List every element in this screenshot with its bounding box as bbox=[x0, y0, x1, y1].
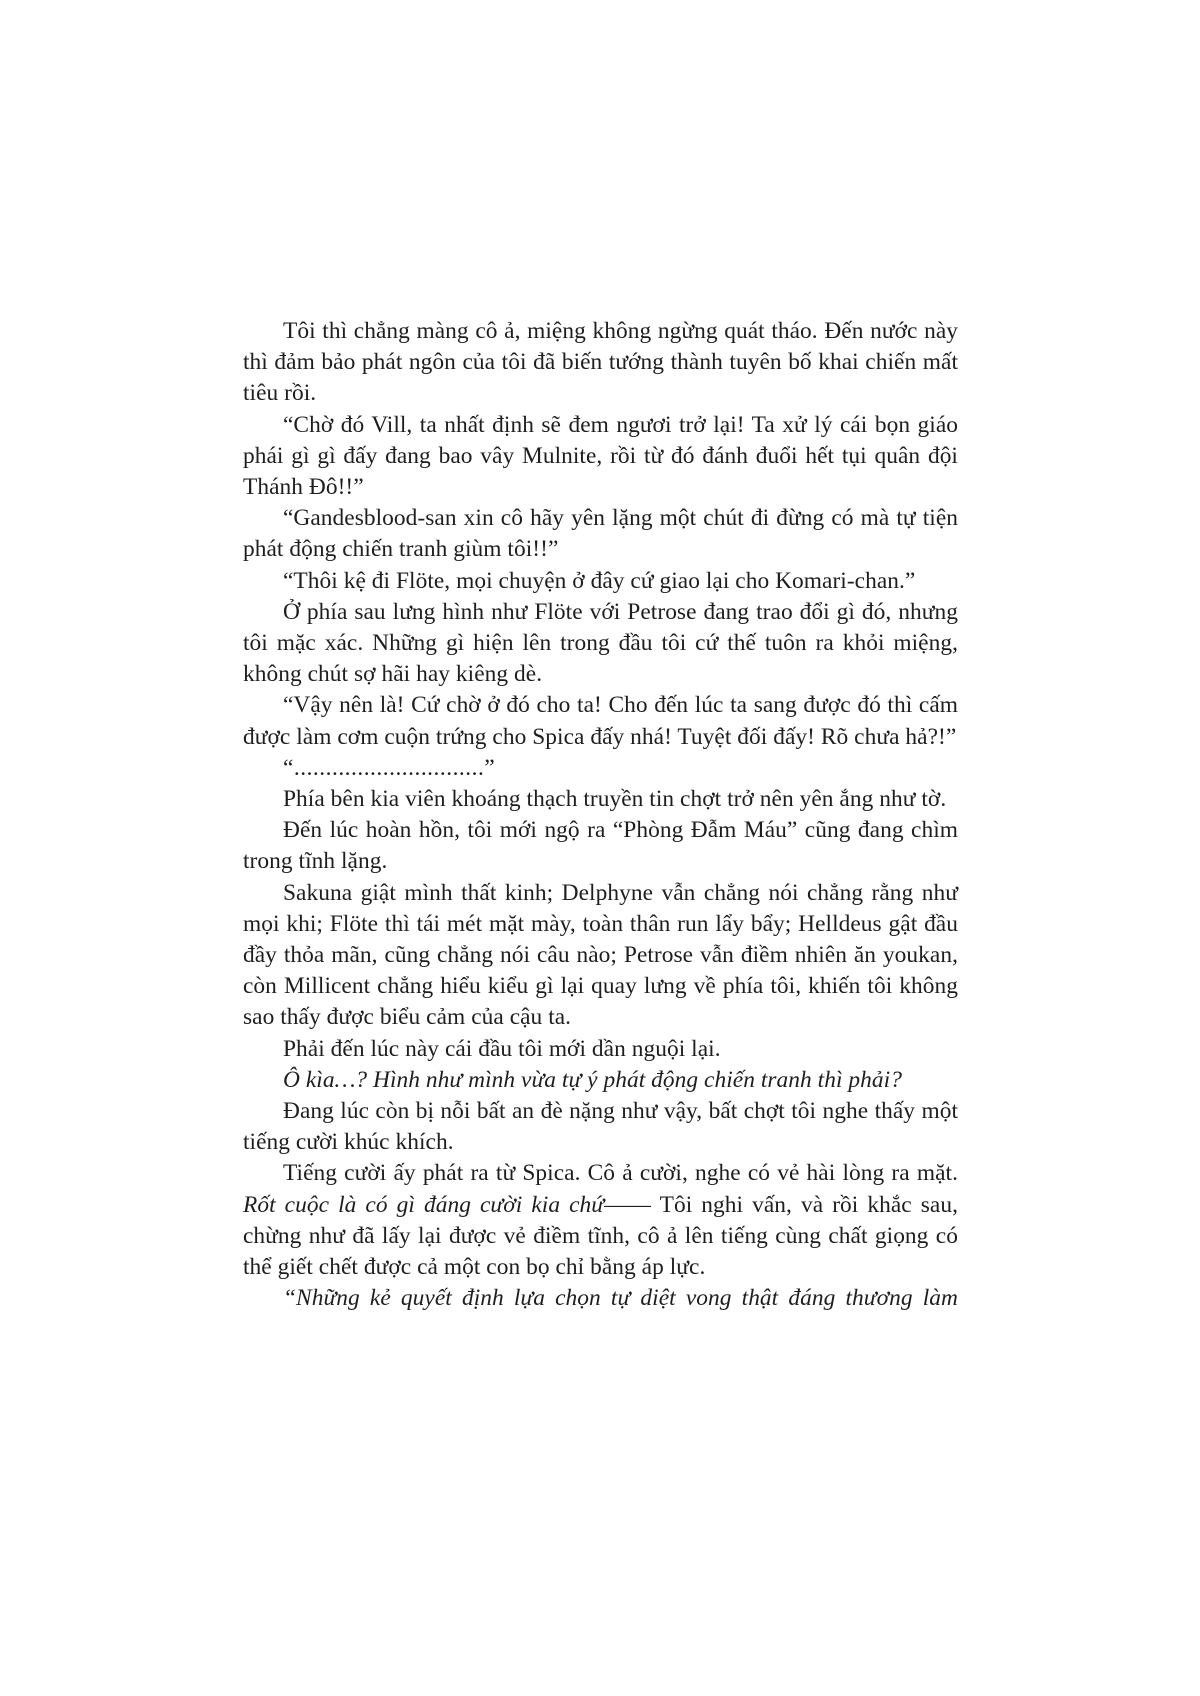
paragraph bbox=[243, 410, 958, 504]
paragraph bbox=[243, 878, 958, 1034]
paragraph-text: Ở phía sau lưng hình như Flöte với Petrose đang trao đổi gì đó, nhưng tôi mặc xác. Những gì hiện lên trong đầu tôi cứ thế tuôn ra khỏi miệng, không chút sợ hãi hay kiêng dè. bbox=[243, 598, 958, 688]
paragraph bbox=[243, 503, 958, 565]
paragraph bbox=[243, 1034, 958, 1065]
paragraph-text: Sakuna giật mình thất kinh; Delphyne vẫn chẳng nói chẳng rằng như mọi khi; Flöte thì tái mét mặt mày, toàn thân run lẩy bẩy; Helldeus gật đầu đầy thỏa mãn, cũng chẳng nói câu nào; Petrose vẫn điềm nhiên ăn youkan, còn Millicent chẳng hiểu kiểu gì lại quay lưng về phía tôi, khiến tôi không sao thấy được biểu cảm của cậu ta. bbox=[243, 879, 958, 1031]
paragraph-text: Phía bên kia viên khoáng thạch truyền tin chợt trở nên yên ắng như tờ. bbox=[283, 786, 947, 813]
paragraph-text: Tiếng cười ấy phát ra từ Spica. Cô ả cười, nghe có vẻ hài lòng ra mặt. bbox=[283, 1160, 958, 1187]
paragraph-text: Đang lúc còn bị nỗi bất an đè nặng như vậy, bất chợt tôi nghe thấy một tiếng cười khúc khích. bbox=[243, 1098, 958, 1156]
paragraph bbox=[243, 566, 958, 597]
paragraph bbox=[243, 597, 958, 691]
paragraph bbox=[243, 753, 958, 784]
dialogue-text: “Gandesblood-san xin cô hãy yên lặng một chút đi đừng có mà tự tiện phát động chiến tranh giùm tôi!!” bbox=[243, 505, 958, 563]
inner-thought-text: Ô kìa…? Hình như mình vừa tự ý phát động chiến tranh thì phải? bbox=[283, 1066, 902, 1093]
dialogue-text-italic: “Những kẻ quyết định lựa chọn tự diệt vong thật đáng thương làm bbox=[283, 1285, 958, 1312]
dialogue-text: “Thôi kệ đi Flöte, mọi chuyện ở đây cứ giao lại cho Komari-chan.” bbox=[283, 567, 916, 594]
paragraph-text: Phải đến lúc này cái đầu tôi mới dần nguội lại. bbox=[283, 1035, 721, 1062]
paragraph-text: Đến lúc hoàn hồn, tôi mới ngộ ra “Phòng Đẫm Máu” cũng đang chìm trong tĩnh lặng. bbox=[243, 817, 958, 875]
paragraph bbox=[243, 690, 958, 752]
body-text bbox=[243, 316, 958, 1315]
paragraph bbox=[243, 1283, 958, 1314]
paragraph bbox=[243, 316, 958, 410]
paragraph-text: —— Tôi nghi vấn, và rồi khắc sau, chừng như đã lấy lại được vẻ điềm tĩnh, cô ả lên tiếng cùng chất giọng có thể giết chết được cả một con bọ chỉ bằng áp lực. bbox=[243, 1191, 958, 1281]
paragraph bbox=[243, 1158, 958, 1283]
paragraph bbox=[243, 1065, 958, 1096]
inner-thought-text: Rốt cuộc là có gì đáng cười kia chứ bbox=[243, 1191, 605, 1218]
paragraph bbox=[243, 784, 958, 815]
dialogue-text: “Vậy nên là! Cứ chờ ở đó cho ta! Cho đến lúc ta sang được đó thì cấm được làm cơm cuộn trứng cho Spica đấy nhá! Tuyệt đối đấy! Rõ chưa hả?!” bbox=[243, 692, 958, 750]
paragraph bbox=[243, 815, 958, 877]
paragraph bbox=[243, 1096, 958, 1158]
dialogue-text: “Chờ đó Vill, ta nhất định sẽ đem ngươi trở lại! Ta xử lý cái bọn giáo phái gì gì đấy đang bao vây Mulnite, rồi từ đó đánh đuổi hết tụi quân đội Thánh Đô!!” bbox=[243, 411, 958, 501]
silent-dialogue: “..............................” bbox=[283, 754, 496, 781]
paragraph-text: Tôi thì chẳng màng cô ả, miệng không ngừng quát tháo. Đến nước này thì đảm bảo phát ngôn của tôi đã biến tướng thành tuyên bố khai chiến mất tiêu rồi. bbox=[243, 318, 958, 407]
